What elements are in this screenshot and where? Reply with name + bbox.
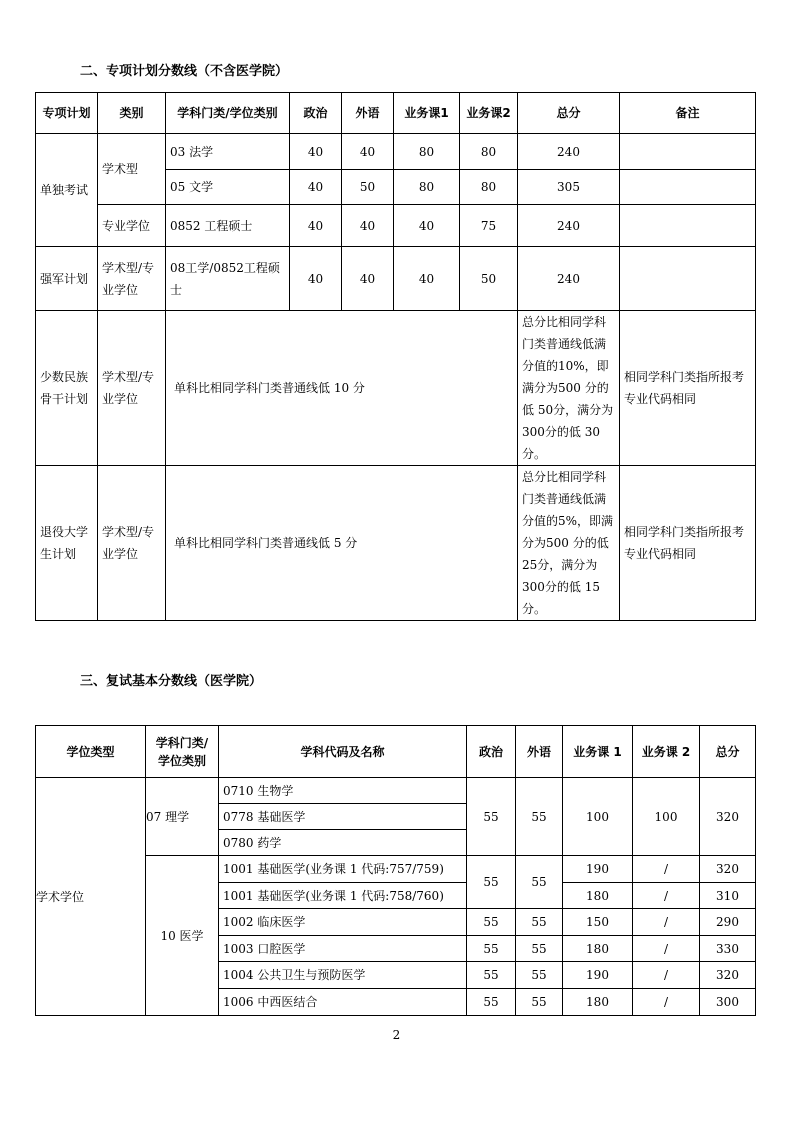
note-cell bbox=[620, 247, 756, 311]
subject-cell: 1003 口腔医学 bbox=[219, 936, 467, 962]
course1-score: 190 bbox=[563, 962, 633, 989]
header-cell: 外语 bbox=[342, 93, 394, 134]
language-score: 55 bbox=[516, 909, 563, 936]
course1-score: 100 bbox=[563, 778, 633, 856]
total-score: 310 bbox=[700, 883, 756, 909]
plan-cell: 单独考试 bbox=[36, 134, 98, 247]
category-cell: 07 理学 bbox=[146, 778, 219, 856]
category-cell: 学术型/专业学位 bbox=[98, 466, 166, 621]
language-score: 40 bbox=[342, 247, 394, 311]
category-cell: 学术型 bbox=[98, 134, 166, 205]
header-cell: 政治 bbox=[290, 93, 342, 134]
politics-score: 55 bbox=[467, 962, 516, 989]
politics-score: 55 bbox=[467, 909, 516, 936]
total-score: 320 bbox=[700, 778, 756, 856]
header-cell: 学科代码及名称 bbox=[219, 726, 467, 778]
total-score: 330 bbox=[700, 936, 756, 962]
course1-score: 150 bbox=[563, 909, 633, 936]
subject-cell: 0780 药学 bbox=[219, 830, 467, 856]
note-cell: 相同学科门类指所报考专业代码相同 bbox=[620, 466, 756, 621]
header-cell: 业务课1 bbox=[394, 93, 460, 134]
medical-school-table bbox=[35, 725, 756, 1016]
course2-score: 100 bbox=[633, 778, 700, 856]
language-score: 55 bbox=[516, 989, 563, 1016]
total-score: 240 bbox=[518, 134, 620, 170]
header-cell: 业务课 1 bbox=[563, 726, 633, 778]
subject-cell: 1006 中西医结合 bbox=[219, 989, 467, 1016]
course1-score: 40 bbox=[394, 205, 460, 247]
note-cell bbox=[620, 205, 756, 247]
language-score: 40 bbox=[342, 134, 394, 170]
section3-title: 三、复试基本分数线（医学院） bbox=[80, 674, 263, 689]
total-score: 240 bbox=[518, 205, 620, 247]
rule-cell: 单科比相同学科门类普通线低 5 分 bbox=[166, 466, 518, 621]
total-rule-cell: 总分比相同学科门类普通线低满分值的10%，即满分为500 分的低 50分，满分为 300分的低 30 分。 bbox=[518, 311, 620, 466]
total-score: 290 bbox=[700, 909, 756, 936]
header-cell: 总分 bbox=[518, 93, 620, 134]
special-plan-table bbox=[35, 92, 756, 621]
subject-cell: 03 法学 bbox=[166, 134, 290, 170]
subject-cell: 0778 基础医学 bbox=[219, 804, 467, 830]
plan-cell: 退役大学生计划 bbox=[36, 466, 98, 621]
header-cell: 学位类型 bbox=[36, 726, 146, 778]
category-cell: 专业学位 bbox=[98, 205, 166, 247]
total-score: 320 bbox=[700, 856, 756, 883]
subject-cell: 0852 工程硕士 bbox=[166, 205, 290, 247]
header-cell: 业务课 2 bbox=[633, 726, 700, 778]
course1-score: 80 bbox=[394, 134, 460, 170]
subject-cell: 1001 基础医学(业务课 1 代码:758/760) bbox=[219, 883, 467, 909]
total-score: 320 bbox=[700, 962, 756, 989]
course1-score: 180 bbox=[563, 989, 633, 1016]
course1-score: 40 bbox=[394, 247, 460, 311]
header-cell: 学科门类/学位类别 bbox=[146, 726, 219, 778]
header-cell: 外语 bbox=[516, 726, 563, 778]
course2-score: / bbox=[633, 989, 700, 1016]
politics-score: 55 bbox=[467, 936, 516, 962]
plan-cell: 强军计划 bbox=[36, 247, 98, 311]
total-score: 300 bbox=[700, 989, 756, 1016]
course2-score: / bbox=[633, 909, 700, 936]
language-score: 55 bbox=[516, 962, 563, 989]
subject-cell: 08工学/0852工程硕士 bbox=[166, 247, 290, 311]
course1-score: 190 bbox=[563, 856, 633, 883]
header-cell: 类别 bbox=[98, 93, 166, 134]
politics-score: 40 bbox=[290, 170, 342, 205]
language-score: 55 bbox=[516, 778, 563, 856]
course2-score: 75 bbox=[460, 205, 518, 247]
table-row bbox=[36, 778, 756, 804]
table-row bbox=[36, 134, 756, 170]
subject-cell: 0710 生物学 bbox=[219, 778, 467, 804]
header-cell: 政治 bbox=[467, 726, 516, 778]
course2-score: 80 bbox=[460, 170, 518, 205]
language-score: 40 bbox=[342, 205, 394, 247]
table-row bbox=[36, 311, 756, 466]
total-score: 240 bbox=[518, 247, 620, 311]
category-cell: 学术型/专业学位 bbox=[98, 247, 166, 311]
note-cell: 相同学科门类指所报考专业代码相同 bbox=[620, 311, 756, 466]
table-row bbox=[36, 247, 756, 311]
subject-cell: 1002 临床医学 bbox=[219, 909, 467, 936]
course2-score: / bbox=[633, 883, 700, 909]
category-cell: 10 医学 bbox=[146, 856, 219, 1016]
note-cell bbox=[620, 134, 756, 170]
category-cell: 学术型/专业学位 bbox=[98, 311, 166, 466]
course1-score: 180 bbox=[563, 883, 633, 909]
politics-score: 55 bbox=[467, 989, 516, 1016]
header-cell: 学科门类/学位类别 bbox=[166, 93, 290, 134]
degree-type-cell: 学术学位 bbox=[36, 778, 146, 1016]
rule-cell: 单科比相同学科门类普通线低 10 分 bbox=[166, 311, 518, 466]
course2-score: / bbox=[633, 856, 700, 883]
politics-score: 40 bbox=[290, 247, 342, 311]
total-score: 305 bbox=[518, 170, 620, 205]
course2-score: 80 bbox=[460, 134, 518, 170]
subject-cell: 1004 公共卫生与预防医学 bbox=[219, 962, 467, 989]
section2-title: 二、专项计划分数线（不含医学院） bbox=[80, 64, 289, 79]
header-cell: 专项计划 bbox=[36, 93, 98, 134]
header-cell: 总分 bbox=[700, 726, 756, 778]
plan-cell: 少数民族骨干计划 bbox=[36, 311, 98, 466]
note-cell bbox=[620, 170, 756, 205]
table-header-row bbox=[36, 93, 756, 134]
header-cell: 备注 bbox=[620, 93, 756, 134]
course1-score: 80 bbox=[394, 170, 460, 205]
course2-score: / bbox=[633, 936, 700, 962]
subject-cell: 05 文学 bbox=[166, 170, 290, 205]
language-score: 55 bbox=[516, 856, 563, 909]
table-header-row bbox=[36, 726, 756, 778]
politics-score: 55 bbox=[467, 856, 516, 909]
course1-score: 180 bbox=[563, 936, 633, 962]
politics-score: 55 bbox=[467, 778, 516, 856]
header-cell: 业务课2 bbox=[460, 93, 518, 134]
course2-score: 50 bbox=[460, 247, 518, 311]
page-number: 2 bbox=[392, 1028, 401, 1042]
language-score: 50 bbox=[342, 170, 394, 205]
course2-score: / bbox=[633, 962, 700, 989]
table-row bbox=[36, 466, 756, 621]
table-row bbox=[36, 205, 756, 247]
politics-score: 40 bbox=[290, 205, 342, 247]
language-score: 55 bbox=[516, 936, 563, 962]
subject-cell: 1001 基础医学(业务课 1 代码:757/759) bbox=[219, 856, 467, 883]
politics-score: 40 bbox=[290, 134, 342, 170]
total-rule-cell: 总分比相同学科门类普通线低满分值的5%，即满分为500 分的低 25分，满分为 300分的低 15 分。 bbox=[518, 466, 620, 621]
